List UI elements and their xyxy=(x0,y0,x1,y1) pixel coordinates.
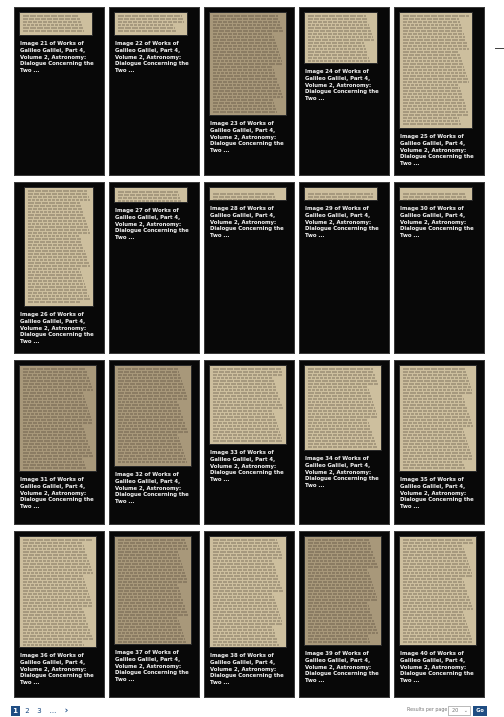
result-card[interactable] xyxy=(299,360,390,525)
result-card[interactable] xyxy=(14,7,105,176)
manuscript-thumbnail[interactable] xyxy=(210,13,286,115)
result-caption[interactable]: Image 37 of Works of Galileo Galilei, Part 4, Volume 2, Astronomy: Dialogue Concerning the Two ... xyxy=(115,650,189,684)
result-card[interactable] xyxy=(14,360,105,525)
result-card[interactable] xyxy=(14,182,105,354)
result-caption[interactable]: Image 30 of Works of Galileo Galilei, Part 4, Volume 2, Astronomy: Dialogue Concerning the Two ... xyxy=(400,206,474,240)
manuscript-thumbnail[interactable] xyxy=(20,537,96,647)
result-caption[interactable]: Image 40 of Works of Galileo Galilei, Part 4, Volume 2, Astronomy: Dialogue Concerning the Two ... xyxy=(400,651,474,685)
manuscript-thumbnail[interactable] xyxy=(115,537,191,644)
page-2-link[interactable]: 2 xyxy=(25,707,30,715)
result-card[interactable] xyxy=(109,360,200,525)
manuscript-thumbnail[interactable] xyxy=(115,188,187,202)
result-caption[interactable]: Image 31 of Works of Galileo Galilei, Part 4, Volume 2, Astronomy: Dialogue Concerning the Two ... xyxy=(20,477,94,511)
result-caption[interactable]: Image 28 of Works of Galileo Galilei, Part 4, Volume 2, Astronomy: Dialogue Concerning the Two ... xyxy=(210,206,284,240)
results-per-page-label: Results per page xyxy=(407,708,448,713)
result-caption[interactable]: Image 34 of Works of Galileo Galilei, Part 4, Volume 2, Astronomy: Dialogue Concerning the Two ... xyxy=(305,456,379,490)
pagination-ellipsis: ... xyxy=(49,707,57,715)
result-card[interactable] xyxy=(109,531,200,698)
results-per-page-select[interactable] xyxy=(448,706,471,716)
manuscript-thumbnail[interactable] xyxy=(210,537,286,647)
result-card[interactable] xyxy=(394,360,485,525)
manuscript-thumbnail[interactable] xyxy=(20,13,92,35)
result-caption[interactable]: Image 21 of Works of Galileo Galilei, Part 4, Volume 2, Astronomy: Dialogue Concerning the Two ... xyxy=(20,41,94,75)
chevron-right-icon[interactable]: › xyxy=(64,706,69,716)
manuscript-thumbnail[interactable] xyxy=(400,13,472,128)
result-card[interactable] xyxy=(204,182,295,354)
result-caption[interactable]: Image 23 of Works of Galileo Galilei, Part 4, Volume 2, Astronomy: Dialogue Concerning the Two ... xyxy=(210,121,284,155)
manuscript-thumbnail[interactable] xyxy=(305,13,377,63)
result-caption[interactable]: Image 24 of Works of Galileo Galilei, Part 4, Volume 2, Astronomy: Dialogue Concerning the Two ... xyxy=(305,69,379,103)
manuscript-thumbnail[interactable] xyxy=(210,366,286,444)
result-card[interactable] xyxy=(204,360,295,525)
chevron-down-icon: ⌄ xyxy=(463,708,468,714)
pagination-bar xyxy=(0,700,504,717)
manuscript-thumbnail[interactable] xyxy=(305,537,381,645)
page-1-link[interactable]: 1 xyxy=(11,706,20,716)
result-caption[interactable]: Image 22 of Works of Galileo Galilei, Part 4, Volume 2, Astronomy: Dialogue Concerning the Two ... xyxy=(115,41,189,75)
result-caption[interactable]: Image 29 of Works of Galileo Galilei, Part 4, Volume 2, Astronomy: Dialogue Concerning the Two ... xyxy=(305,206,379,240)
side-divider xyxy=(495,48,504,49)
result-card[interactable] xyxy=(394,7,485,176)
manuscript-thumbnail[interactable] xyxy=(305,366,381,450)
manuscript-thumbnail[interactable] xyxy=(115,366,191,466)
manuscript-thumbnail[interactable] xyxy=(115,13,187,35)
manuscript-thumbnail[interactable] xyxy=(210,188,286,200)
result-caption[interactable]: Image 39 of Works of Galileo Galilei, Part 4, Volume 2, Astronomy: Dialogue Concerning the Two ... xyxy=(305,651,379,685)
result-card[interactable] xyxy=(204,531,295,698)
result-caption[interactable]: Image 25 of Works of Galileo Galilei, Part 4, Volume 2, Astronomy: Dialogue Concerning the Two ... xyxy=(400,134,474,168)
result-card[interactable] xyxy=(299,182,390,354)
manuscript-thumbnail[interactable] xyxy=(20,366,96,471)
result-caption[interactable]: Image 26 of Works of Galileo Galilei, Part 4, Volume 2, Astronomy: Dialogue Concerning the Two ... xyxy=(20,312,94,346)
result-caption[interactable]: Image 32 of Works of Galileo Galilei, Part 4, Volume 2, Astronomy: Dialogue Concerning the Two ... xyxy=(115,472,189,506)
manuscript-thumbnail[interactable] xyxy=(25,188,93,306)
result-card[interactable] xyxy=(109,7,200,176)
result-caption[interactable]: Image 38 of Works of Galileo Galilei, Part 4, Volume 2, Astronomy: Dialogue Concerning the Two ... xyxy=(210,653,284,687)
result-card[interactable] xyxy=(394,182,485,354)
manuscript-thumbnail[interactable] xyxy=(400,366,476,471)
result-card[interactable] xyxy=(109,182,200,354)
result-card[interactable] xyxy=(299,531,390,698)
result-caption[interactable]: Image 27 of Works of Galileo Galilei, Part 4, Volume 2, Astronomy: Dialogue Concerning the Two ... xyxy=(115,208,189,242)
manuscript-thumbnail[interactable] xyxy=(400,188,472,200)
result-card[interactable] xyxy=(299,7,390,176)
manuscript-thumbnail[interactable] xyxy=(305,188,377,200)
results-per-page-value: 20 xyxy=(452,708,459,714)
manuscript-thumbnail[interactable] xyxy=(400,537,476,645)
result-card[interactable] xyxy=(14,531,105,698)
result-caption[interactable]: Image 35 of Works of Galileo Galilei, Part 4, Volume 2, Astronomy: Dialogue Concerning the Two ... xyxy=(400,477,474,511)
go-button[interactable]: Go xyxy=(473,706,487,716)
result-caption[interactable]: Image 33 of Works of Galileo Galilei, Part 4, Volume 2, Astronomy: Dialogue Concerning the Two ... xyxy=(210,450,284,484)
result-caption[interactable]: Image 36 of Works of Galileo Galilei, Part 4, Volume 2, Astronomy: Dialogue Concerning the Two ... xyxy=(20,653,94,687)
page-3-link[interactable]: 3 xyxy=(37,707,42,715)
result-card[interactable] xyxy=(394,531,485,698)
result-card[interactable] xyxy=(204,7,295,176)
